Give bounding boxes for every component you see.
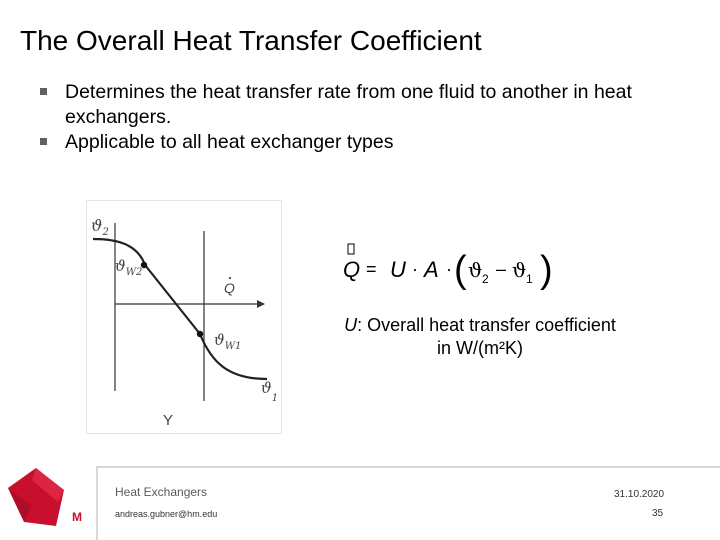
q-dot-label: Q xyxy=(224,280,235,296)
footer-date: 31.10.2020 xyxy=(614,489,665,500)
thetaW1-label: $ϑ_{W1}$ xyxy=(214,331,242,352)
square-bullet-icon xyxy=(40,138,47,145)
footer-course-title: Heat Exchangers xyxy=(115,485,208,499)
u-symbol: U xyxy=(344,315,358,335)
q-dot-box-icon xyxy=(348,244,354,254)
u-definition xyxy=(300,314,660,360)
formula-q: Q xyxy=(343,257,361,282)
formula-dot1: · xyxy=(412,259,418,279)
footer-email: andreas.gubner@hm.edu xyxy=(115,509,218,519)
bullet-list xyxy=(40,80,680,155)
bullet-text: Determines the heat transfer rate from one fluid to another in heat exchangers. xyxy=(65,81,632,128)
formula-sub2: 2 xyxy=(482,272,489,286)
formula-theta1: ϑ xyxy=(512,258,527,282)
formula-sub1: 1 xyxy=(526,272,533,286)
wall-point-w1 xyxy=(197,331,203,337)
formula-open-paren: ( xyxy=(454,249,467,291)
page-number: 35 xyxy=(652,508,664,519)
formula-minus: – xyxy=(496,259,507,279)
bullet-item xyxy=(40,130,680,155)
u-description: : Overall heat transfer coefficient xyxy=(357,315,616,335)
formula-u: U xyxy=(390,257,406,282)
theta1-label: $ϑ_1$ xyxy=(261,379,279,404)
temperature-profile-diagram xyxy=(86,200,282,434)
formula-theta2: ϑ xyxy=(468,258,483,282)
arrow-head-icon xyxy=(257,300,265,308)
q-dot-mark xyxy=(229,277,231,279)
formula-dot2: · xyxy=(446,259,452,279)
hm-logo xyxy=(6,466,90,532)
bullet-text: Applicable to all heat exchanger types xyxy=(65,131,394,153)
u-definition-line2: in W/(m²K) xyxy=(437,338,523,358)
thetaW2-label: $ϑ_{W2}$ xyxy=(115,257,143,278)
y-axis-label: Y xyxy=(163,412,174,429)
bullet-item xyxy=(40,80,680,130)
footer-vertical-divider xyxy=(96,466,98,540)
footer-divider xyxy=(96,466,720,468)
square-bullet-icon xyxy=(40,88,47,95)
u-definition-line1 xyxy=(300,314,660,337)
formula-eq: = xyxy=(366,259,377,279)
formula-a: A xyxy=(424,257,439,282)
slide-title: The Overall Heat Transfer Coefficient xyxy=(20,25,482,56)
svg-text:M: M xyxy=(72,510,82,524)
theta2-label: $ϑ_2$ xyxy=(91,216,109,238)
heat-rate-formula xyxy=(336,240,576,292)
formula-close-paren: ) xyxy=(540,249,553,291)
